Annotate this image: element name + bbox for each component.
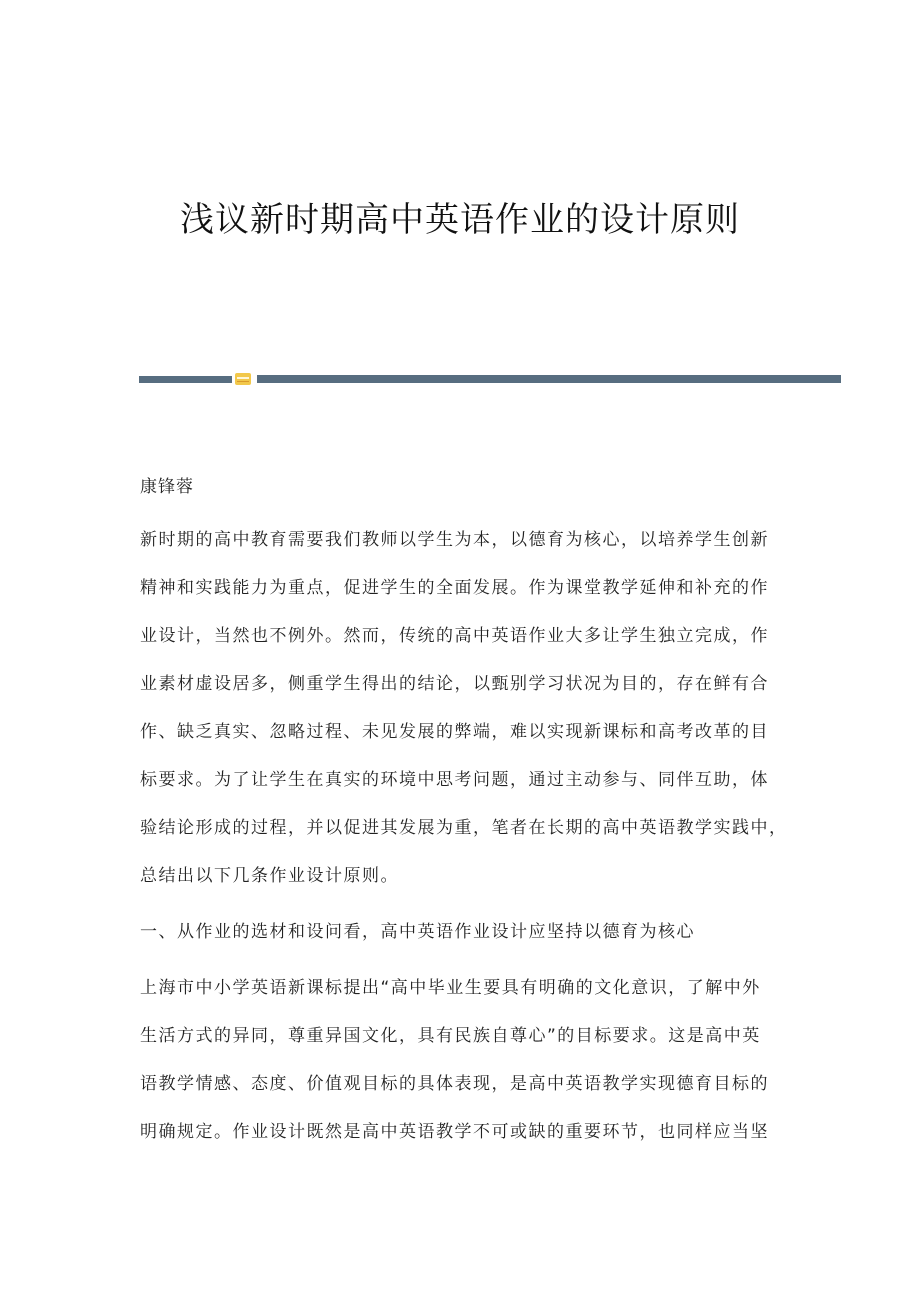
text-line: 作、缺乏真实、忽略过程、未见发展的弊端，难以实现新课标和高考改革的目 xyxy=(140,722,769,742)
document-title: 浅议新时期高中英语作业的设计原则 xyxy=(180,200,740,240)
heading-line: 一、从作业的选材和设问看，高中英语作业设计应坚持以德育为核心 xyxy=(140,922,695,942)
title-divider xyxy=(139,373,841,385)
text-line: 总结出以下几条作业设计原则。 xyxy=(140,866,399,886)
divider-bar-left xyxy=(139,376,232,383)
text-line: 语教学情感、态度、价值观目标的具体表现，是高中英语教学实现德育目标的 xyxy=(140,1074,769,1094)
text-line: 新时期的高中教育需要我们教师以学生为本，以德育为核心，以培养学生创新 xyxy=(140,530,769,550)
section-heading-1 xyxy=(140,908,780,956)
text-line: 明确规定。作业设计既然是高中英语教学不可或缺的重要环节，也同样应当坚 xyxy=(140,1122,769,1142)
text-line: 精神和实践能力为重点，促进学生的全面发展。作为课堂教学延伸和补充的作 xyxy=(140,578,769,598)
divider-ornament-icon xyxy=(235,373,251,385)
text-line: 业素材虚设居多，侧重学生得出的结论，以甄别学习状况为目的，存在鲜有合 xyxy=(140,674,769,694)
text-line: 上海市中小学英语新课标提出“高中毕业生要具有明确的文化意识，了解中外 xyxy=(140,978,761,998)
paragraph-section-1 xyxy=(140,964,780,1156)
text-line: 验结论形成的过程，并以促进其发展为重，笔者在长期的高中英语教学实践中， xyxy=(140,818,788,838)
paragraph-intro xyxy=(140,516,788,900)
divider-bar-right xyxy=(257,375,841,383)
text-line: 业设计，当然也不例外。然而，传统的高中英语作业大多让学生独立完成，作 xyxy=(140,626,769,646)
text-line: 标要求。为了让学生在真实的环境中思考问题，通过主动参与、同伴互助，体 xyxy=(140,770,769,790)
author-name: 康锋蓉 xyxy=(140,477,194,497)
text-line: 生活方式的异同，尊重异国文化，具有民族自尊心”的目标要求。这是高中英 xyxy=(140,1026,761,1046)
